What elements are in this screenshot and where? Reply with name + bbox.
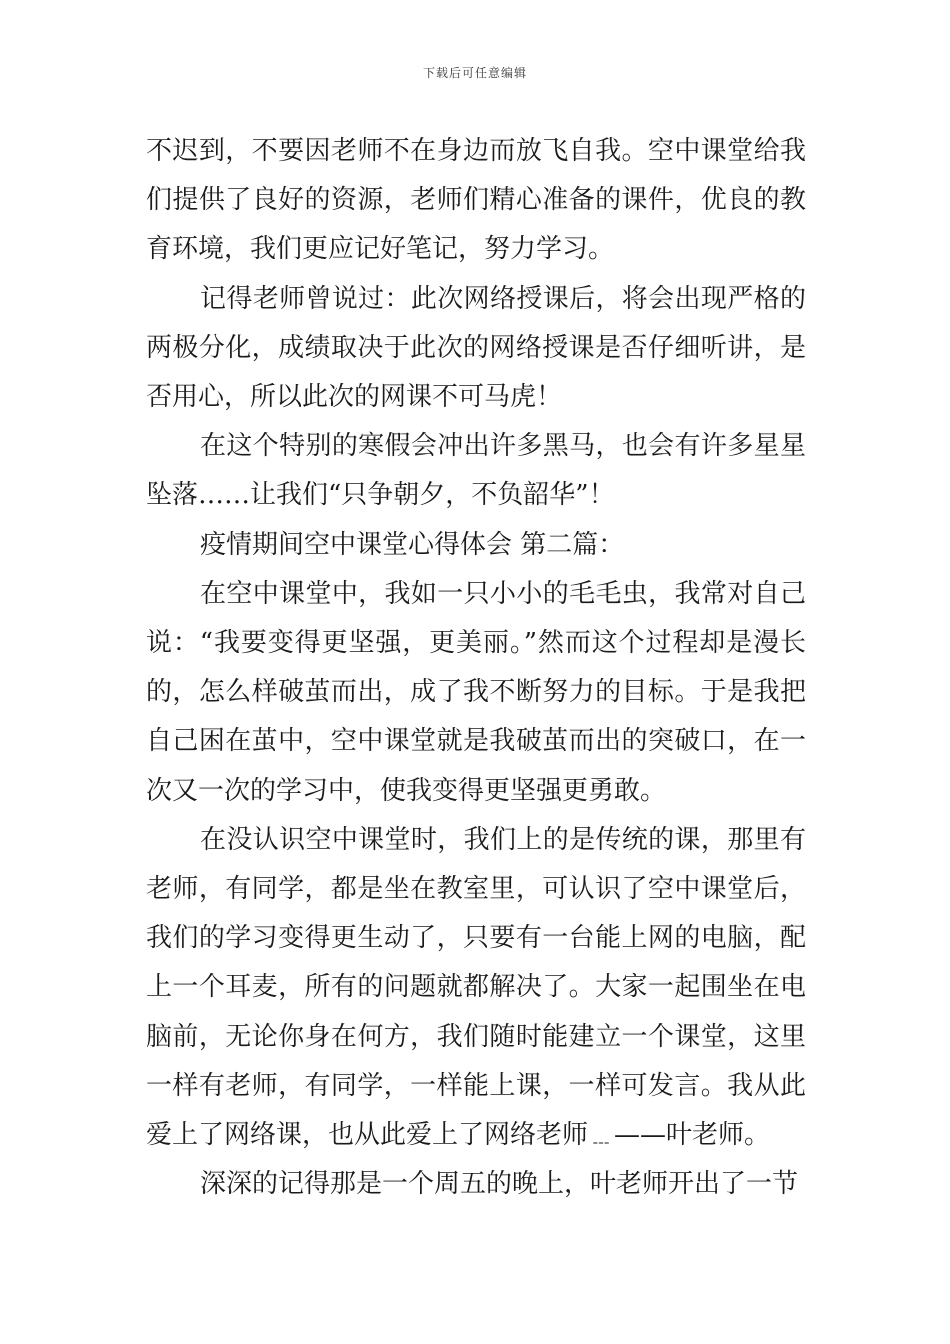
- paragraph-5: 在没认识空中课堂时，我们上的是传统的课，那里有老师，有同学，都是坐在教室里，可认识了空中课堂后，我们的学习变得更生动了，只要有一台能上网的电脑，配上一个耳麦，所有的问题就都解决了。大家一起围坐在电脑前，无论你身在何方，我们随时能建立一个课堂，这里一样有老师，有同学，一样能上课，一样可发言。我从此爱上了网络课，也从此爱上了网络老师﹍——叶老师。: [146, 824, 806, 1151]
- paragraph-1: 不迟到，不要因老师不在身边而放飞自我。空中课堂给我们提供了良好的资源，老师们精心准备的课件，优良的教育环境，我们更应记好笔记，努力学习。: [146, 136, 806, 265]
- paragraph-3: 在这个特别的寒假会冲出许多黑马，也会有许多星星坠落……让我们“只争朝夕，不负韶华”！: [146, 431, 806, 511]
- page-header: 下载后可任意编辑: [422, 66, 527, 80]
- paragraph-6: 深深的记得那是一个周五的晚上，叶老师开出了一节: [200, 1169, 799, 1200]
- section-heading: 疫情期间空中课堂心得体会 第二篇：: [200, 529, 625, 560]
- paragraph-2: 记得老师曾说过：此次网络授课后，将会出现严格的两极分化，成绩取决于此次的网络授课是否仔细听讲，是否用心，所以此次的网课不可马虎！: [146, 283, 806, 413]
- paragraph-4: 在空中课堂中，我如一只小小的毛毛虫，我常对自己说：“我要变得更坚强，更美丽。”然而这个过程却是漫长的，怎么样破茧而出，成了我不断努力的目标。于是我把自己困在茧中，空中课堂就是我破茧而出的突破口，在一次又一次的学习中，使我变得更坚强更勇敢。: [146, 578, 806, 806]
- document-body: [146, 127, 806, 1209]
